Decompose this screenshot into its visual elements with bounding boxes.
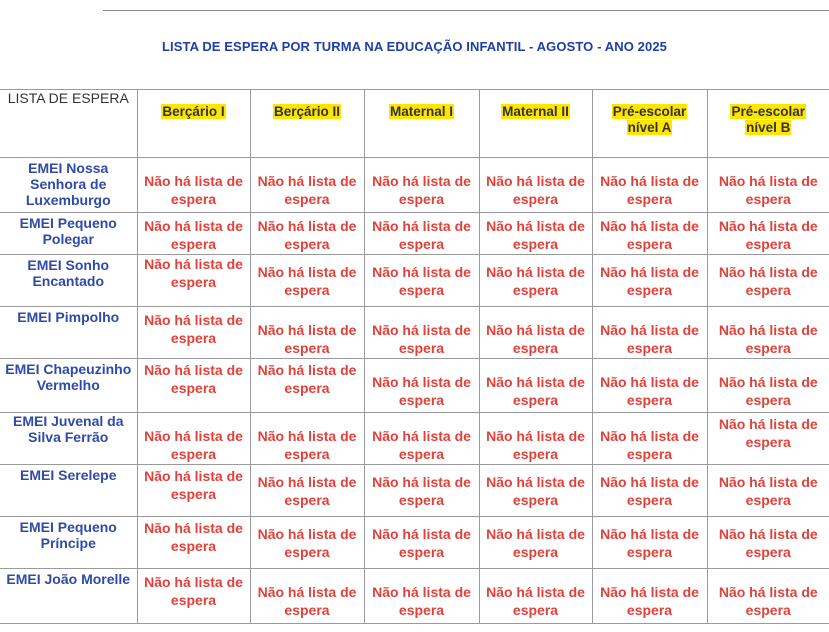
column-header-label: Berçário I [162, 104, 225, 119]
table-row [0, 307, 829, 359]
school-name: EMEI Sonho Encantado [0, 255, 137, 307]
waitlist-cell [250, 517, 364, 569]
waitlist-cell [707, 465, 829, 517]
waitlist-status: Não há lista de espera [486, 173, 585, 207]
waitlist-cell [137, 517, 250, 569]
waitlist-cell [250, 413, 364, 465]
column-header-label: Pré-escolar nível A [612, 104, 687, 135]
waitlist-status: Não há lista de espera [718, 374, 818, 408]
waitlist-status: Não há lista de espera [144, 256, 243, 290]
waitlist-cell [592, 465, 707, 517]
waitlist-cell [137, 307, 250, 359]
waitlist-cell [250, 307, 364, 359]
waitlist-status: Não há lista de espera [144, 173, 243, 207]
waitlist-table [0, 89, 829, 624]
waitlist-cell [479, 307, 592, 359]
school-name: EMEI Juvenal da Silva Ferrão [0, 413, 137, 465]
waitlist-status: Não há lista de espera [257, 264, 357, 298]
waitlist-status: Não há lista de espera [144, 218, 243, 252]
waitlist-cell [137, 413, 250, 465]
column-header [137, 90, 250, 158]
waitlist-status: Não há lista de espera [600, 264, 699, 298]
waitlist-status: Não há lista de espera [372, 374, 471, 408]
waitlist-cell [250, 255, 364, 307]
waitlist-status: Não há lista de espera [718, 474, 818, 508]
school-name: EMEI João Morelle [0, 569, 137, 624]
corner-header: LISTA DE ESPERA [0, 90, 137, 158]
school-name: EMEI Pequeno Polegar [0, 213, 137, 255]
column-header [250, 90, 364, 158]
waitlist-cell [137, 359, 250, 413]
waitlist-cell [707, 413, 829, 465]
waitlist-cell [592, 158, 707, 213]
waitlist-cell [364, 158, 479, 213]
waitlist-cell [707, 158, 829, 213]
waitlist-cell [364, 359, 479, 413]
waitlist-cell [137, 158, 250, 213]
table-row [0, 413, 829, 465]
waitlist-status: Não há lista de espera [600, 584, 699, 618]
waitlist-status: Não há lista de espera [486, 218, 585, 252]
waitlist-cell [592, 307, 707, 359]
table-row [0, 158, 829, 213]
waitlist-status: Não há lista de espera [486, 526, 585, 560]
waitlist-status: Não há lista de espera [372, 526, 471, 560]
waitlist-cell [592, 255, 707, 307]
waitlist-cell [250, 569, 364, 624]
waitlist-cell [707, 213, 829, 255]
waitlist-cell [479, 255, 592, 307]
waitlist-status: Não há lista de espera [486, 322, 585, 356]
waitlist-status: Não há lista de espera [144, 312, 243, 346]
waitlist-status: Não há lista de espera [486, 474, 585, 508]
waitlist-cell [364, 413, 479, 465]
waitlist-status: Não há lista de espera [486, 428, 585, 462]
waitlist-status: Não há lista de espera [372, 322, 471, 356]
column-header-label: Maternal II [502, 104, 569, 119]
waitlist-cell [137, 255, 250, 307]
waitlist-cell [250, 158, 364, 213]
waitlist-cell [707, 307, 829, 359]
waitlist-status: Não há lista de espera [600, 374, 699, 408]
waitlist-cell [137, 213, 250, 255]
waitlist-status: Não há lista de espera [257, 218, 357, 252]
column-header-label: Maternal I [389, 104, 454, 119]
table-row [0, 517, 829, 569]
waitlist-cell [364, 213, 479, 255]
column-header [364, 90, 479, 158]
waitlist-status: Não há lista de espera [600, 173, 699, 207]
top-rule [103, 10, 829, 11]
waitlist-status: Não há lista de espera [257, 362, 357, 396]
waitlist-cell [250, 213, 364, 255]
waitlist-cell [479, 158, 592, 213]
school-name: EMEI Serelepe [0, 465, 137, 517]
waitlist-status: Não há lista de espera [600, 428, 699, 462]
waitlist-status: Não há lista de espera [257, 474, 357, 508]
column-header [592, 90, 707, 158]
waitlist-status: Não há lista de espera [257, 526, 357, 560]
waitlist-cell [364, 465, 479, 517]
waitlist-cell [250, 465, 364, 517]
waitlist-status: Não há lista de espera [600, 218, 699, 252]
column-header [707, 90, 829, 158]
waitlist-cell [364, 517, 479, 569]
school-name: EMEI Chapeuzinho Vermelho [0, 359, 137, 413]
page-title: LISTA DE ESPERA POR TURMA NA EDUCAÇÃO INFANTIL - AGOSTO - ANO 2025 [162, 39, 667, 54]
waitlist-status: Não há lista de espera [718, 173, 818, 207]
waitlist-status: Não há lista de espera [718, 584, 818, 618]
waitlist-status: Não há lista de espera [718, 416, 818, 450]
table-row [0, 569, 829, 624]
waitlist-status: Não há lista de espera [372, 474, 471, 508]
waitlist-status: Não há lista de espera [372, 428, 471, 462]
waitlist-cell [707, 569, 829, 624]
waitlist-status: Não há lista de espera [144, 428, 243, 462]
waitlist-cell [592, 517, 707, 569]
waitlist-cell [479, 517, 592, 569]
waitlist-cell [137, 569, 250, 624]
waitlist-status: Não há lista de espera [257, 428, 357, 462]
waitlist-cell [707, 359, 829, 413]
waitlist-status: Não há lista de espera [372, 584, 471, 618]
waitlist-status: Não há lista de espera [257, 173, 357, 207]
waitlist-cell [479, 413, 592, 465]
table-row [0, 213, 829, 255]
waitlist-cell [479, 569, 592, 624]
waitlist-status: Não há lista de espera [144, 362, 243, 396]
column-header-label: Berçário II [273, 104, 341, 119]
school-name: EMEI Pimpolho [0, 307, 137, 359]
waitlist-cell [592, 569, 707, 624]
waitlist-status: Não há lista de espera [600, 322, 699, 356]
waitlist-cell [364, 307, 479, 359]
waitlist-status: Não há lista de espera [486, 584, 585, 618]
school-name: EMEI Nossa Senhora de Luxemburgo [0, 158, 137, 213]
header-row [0, 90, 829, 158]
waitlist-status: Não há lista de espera [257, 584, 357, 618]
waitlist-cell [592, 213, 707, 255]
waitlist-cell [479, 465, 592, 517]
school-name: EMEI Pequeno Príncipe [0, 517, 137, 569]
waitlist-status: Não há lista de espera [718, 526, 818, 560]
table-row [0, 465, 829, 517]
waitlist-cell [707, 517, 829, 569]
waitlist-cell [479, 359, 592, 413]
waitlist-status: Não há lista de espera [257, 322, 357, 356]
waitlist-status: Não há lista de espera [144, 520, 243, 554]
waitlist-status: Não há lista de espera [372, 173, 471, 207]
waitlist-cell [364, 255, 479, 307]
waitlist-cell [479, 213, 592, 255]
waitlist-status: Não há lista de espera [718, 218, 818, 252]
waitlist-status: Não há lista de espera [600, 474, 699, 508]
column-header [479, 90, 592, 158]
waitlist-cell [137, 465, 250, 517]
waitlist-status: Não há lista de espera [600, 526, 699, 560]
table-row [0, 255, 829, 307]
waitlist-cell [364, 569, 479, 624]
waitlist-cell [592, 413, 707, 465]
waitlist-status: Não há lista de espera [372, 264, 471, 298]
waitlist-cell [707, 255, 829, 307]
waitlist-status: Não há lista de espera [718, 322, 818, 356]
column-header-label: Pré-escolar nível B [731, 104, 806, 135]
waitlist-status: Não há lista de espera [486, 374, 585, 408]
waitlist-status: Não há lista de espera [486, 264, 585, 298]
waitlist-status: Não há lista de espera [718, 264, 818, 298]
table-row [0, 359, 829, 413]
waitlist-cell [592, 359, 707, 413]
waitlist-status: Não há lista de espera [144, 574, 243, 608]
waitlist-cell [250, 359, 364, 413]
waitlist-status: Não há lista de espera [144, 468, 243, 502]
waitlist-status: Não há lista de espera [372, 218, 471, 252]
